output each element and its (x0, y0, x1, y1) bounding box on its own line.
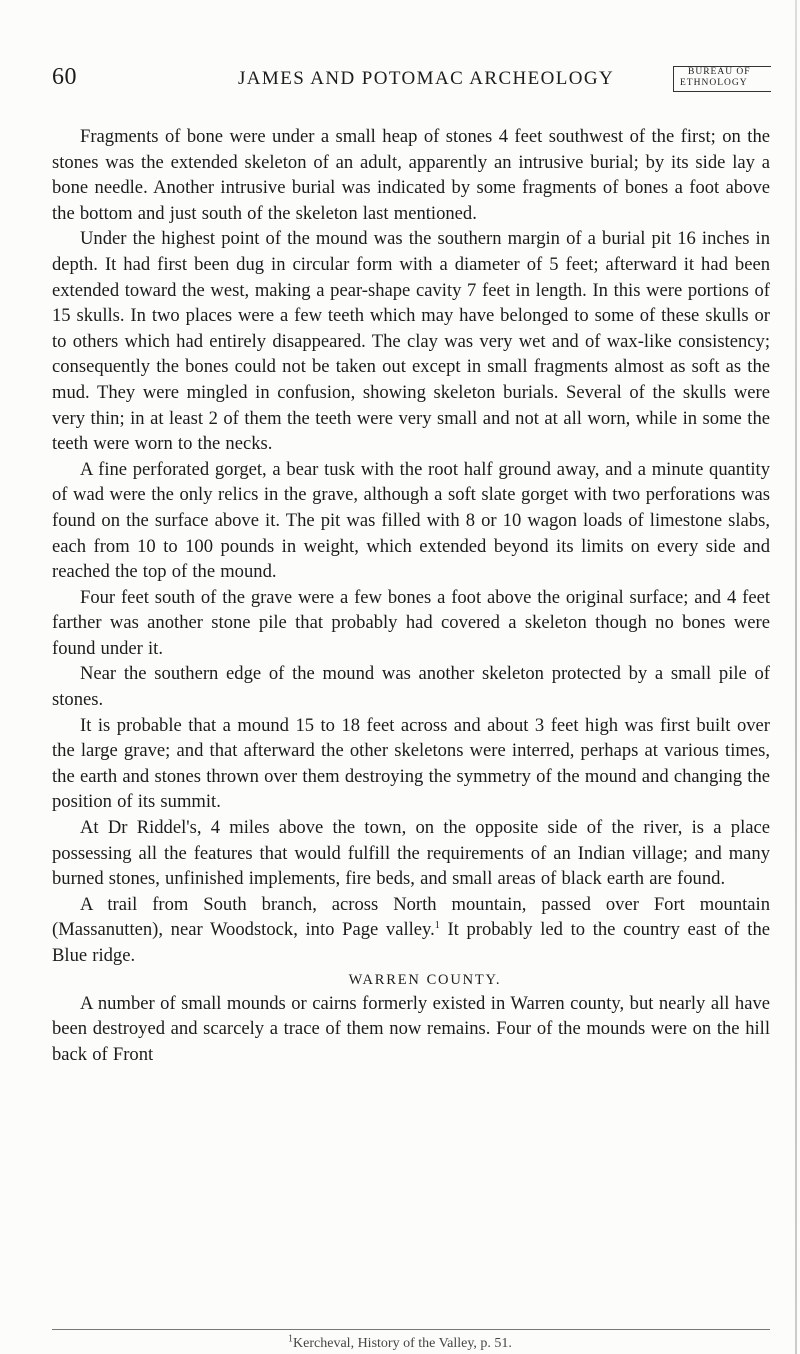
paragraph: Fragments of bone were under a small heap of stones 4 feet southwest of the first; on the stones was the extended skeleton of an adult, apparently an intrusive burial; by its side lay a bone needle. Another intrusive burial was indicated by some fragments of bones a foot above the bottom and just south of the skeleton last mentioned. (52, 126, 770, 224)
footnote-reference[interactable]: 1 (434, 920, 440, 932)
footnote-marker: 1 (288, 1333, 294, 1345)
paragraph: Near the southern edge of the mound was another skeleton protected by a small pile of stones. (52, 663, 770, 711)
paragraph: At Dr Riddel's, 4 miles above the town, on the opposite side of the river, is a place possessing all the features that would fulfill the requirements of an Indian village; and many burned stones, unfinished implements, fire beds, and small areas of black earth are found. (52, 817, 770, 890)
running-title: JAMES AND POTOMAC ARCHEOLOGY (238, 68, 615, 89)
trail-text-after: It probably led to the country east of the Blue ridge. (52, 919, 770, 966)
footnote (0, 1333, 800, 1352)
bureau-label (673, 66, 771, 92)
body-text (52, 124, 770, 1067)
section-heading: WARREN COUNTY. (348, 971, 502, 988)
paragraph: Four feet south of the grave were a few bones a foot above the original surface; and 4 feet farther was another stone pile that probably had covered a skeleton though no bones were found under it. (52, 586, 770, 659)
paragraph: Under the highest point of the mound was the southern margin of a burial pit 16 inches in depth. It had first been dug in circular form with a diameter of 5 feet; afterward it had been extended toward the west, making a pear-shape cavity 7 feet in length. In this were portions of 15 skulls. In two places were a few teeth which may have belonged to some of these skulls or to others which had entirely disappeared. The clay was very wet and of wax-like consistency; consequently the bones could not be taken out except in small fragments almost as soft as the mud. They were mingled in confusion, showing skeleton burials. Several of the skulls were very thin; in at least 2 of them the teeth were very small and not at all worn, while in some the teeth were worn to the necks. (52, 228, 770, 455)
paragraph-trail (52, 892, 770, 969)
bureau-line-2: ETHNOLOGY (680, 78, 748, 88)
footnote-divider (52, 1329, 770, 1330)
paragraph: A number of small mounds or cairns formerly existed in Warren county, but nearly all have been destroyed and scarcely a trace of them now remains. Four of the mounds were on the hill back of Front (52, 992, 770, 1065)
trail-text: A trail from South branch, across North mountain, passed over Fort mountain (Massanutten), near Woodstock, into Page valley. (52, 893, 770, 941)
paragraph: It is probable that a mound 15 to 18 feet across and about 3 feet high was first built over the large grave; and that afterward the other skeletons were interred, perhaps at various times, the earth and stones thrown over them destroying the symmetry of the mound and changing the position of its summit. (52, 714, 770, 813)
bureau-line-1: BUREAU OF (688, 67, 751, 77)
page-number: 60 (52, 64, 77, 90)
paragraph: A fine perforated gorget, a bear tusk with the root half ground away, and a minute quantity of wad were the only relics in the grave, although a soft slate gorget with two perforations was found on the surface above it. The pit was filled with 8 or 10 wagon loads of limestone slabs, each from 10 to 100 pounds in weight, which extended beyond its limits on every side and reached the top of the mound. (52, 458, 770, 583)
scan-edge (795, 0, 797, 1354)
page-header (52, 62, 772, 98)
footnote-text: Kercheval, History of the Valley, p. 51. (293, 1336, 512, 1351)
